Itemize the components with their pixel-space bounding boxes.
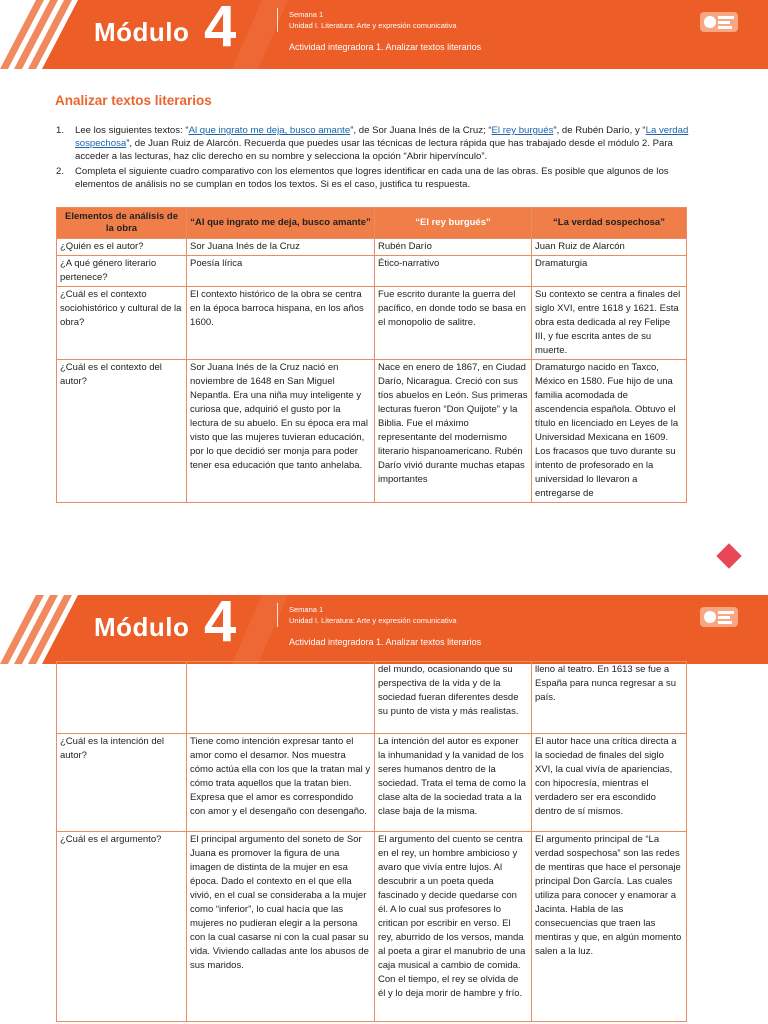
table-row — [57, 239, 687, 256]
instruction-number: 2. — [56, 165, 65, 177]
cell-al-que-ingrato: Sor Juana Inés de la Cruz — [187, 239, 375, 256]
semana-label: Semana 1 — [289, 605, 324, 614]
header-elementos: Elementos de análisis de la obra — [57, 208, 187, 239]
cell-la-verdad-sospechosa: lleno al teatro. En 1613 se fue a España para nunca regresar a su país. — [532, 662, 687, 734]
header-divider — [277, 8, 278, 32]
unidad-label: Unidad I. Literatura: Arte y expresión comunicativa — [289, 21, 457, 30]
section-title: Analizar textos literarios — [55, 93, 212, 108]
brand-logo-icon — [700, 605, 738, 627]
instruction-item — [56, 124, 701, 164]
instruction-item — [56, 165, 701, 191]
header-divider — [277, 603, 278, 627]
cell-al-que-ingrato: Poesía lírica — [187, 256, 375, 287]
table-row — [57, 734, 687, 832]
cell-elemento: ¿Cuál es el contexto sociohistórico y cultural de la obra? — [57, 287, 187, 360]
unidad-label: Unidad I. Literatura: Arte y expresión comunicativa — [289, 616, 457, 625]
cell-el-rey-burgues: Nace en enero de 1867, en Ciudad Darío, Nicaragua. Creció con sus tíos abuelos en León. Sus primeras lecturas fueron “Don Quijote” y la Biblia. Fue el máximo representante del modernismo literario hispanoamericano. Rubén Darío vivió durante muchas etapas importantes — [375, 360, 532, 503]
table-row — [57, 832, 687, 1022]
instruction-text-part: ”, de Rubén Darío, y “ — [553, 125, 646, 136]
table-row — [57, 360, 687, 503]
module-word: Módulo — [94, 612, 190, 642]
cell-la-verdad-sospechosa: Juan Ruiz de Alarcón — [532, 239, 687, 256]
comparative-table-page1 — [56, 207, 687, 503]
cell-al-que-ingrato — [187, 662, 375, 734]
comparative-table-page2 — [56, 661, 687, 1022]
module-banner-page2 — [0, 595, 768, 664]
instruction-text-part: ”, de Juan Ruiz de Alarcón. Recuerda que puedes usar las técnicas de lectura rápida que has trabajado desde el módulo 2. Para acceder a las lecturas, haz clic derecho en su nombre y selecciona la opción “Abrir hipervínculo”. — [75, 138, 673, 163]
table-row — [57, 287, 687, 360]
cell-elemento: ¿Cuál es el contexto del autor? — [57, 360, 187, 503]
cell-el-rey-burgues: La intención del autor es exponer la inhumanidad y la vanidad de los seres humanos dentro de la sociedad. Trata el tema de como la clase alta de la sociedad trata a la clase baja de la misma. — [375, 734, 532, 832]
instruction-text-part: ”, de Sor Juana Inés de la Cruz; “ — [350, 125, 492, 136]
module-banner-page1 — [0, 0, 768, 69]
instructions-list — [56, 124, 701, 192]
cell-al-que-ingrato: Sor Juana Inés de la Cruz nació en noviembre de 1648 en San Miguel Nepantla. Era una niña muy inteligente y curiosa que, adquirió el gusto por la lectura de su abuelo. En su época era mal visto que las mujeres tuvieran educación, por lo que decidió ser monja para poder tener esa educación que tanto anhelaba. — [187, 360, 375, 503]
header-al-que-ingrato: “Al que ingrato me deja, busco amante” — [187, 208, 375, 239]
cell-la-verdad-sospechosa: Dramaturgo nacido en Taxco, México en 1580. Fue hijo de una familia acomodada de ascendencia española. Obtuvo el título en licenciado en Leyes de la Universidad Mexicana en 1609. Los fracasos que tuvo durante su intento de profesorado en la universidad lo llevaron a entregarse de — [532, 360, 687, 503]
cell-al-que-ingrato: Tiene como intención expresar tanto el amor como el desamor. Nos muestra cómo actúa ella con los que la tratan mal y cómo trata aquellos que la tratan bien. Expresa que el amor es correspondido con amor y el desengaño con desengaño. — [187, 734, 375, 832]
actividad-label: Actividad integradora 1. Analizar textos literarios — [289, 637, 482, 647]
link-la-verdad-sospechosa[interactable]: La verdad sospechosa — [75, 125, 689, 150]
instruction-text-part: Lee los siguientes textos: “ — [75, 125, 189, 136]
header-la-verdad-sospechosa: “La verdad sospechosa” — [532, 208, 687, 239]
cell-el-rey-burgues: Rubén Darío — [375, 239, 532, 256]
cell-elemento: ¿Cuál es el argumento? — [57, 832, 187, 1022]
semana-label: Semana 1 — [289, 10, 324, 19]
table-row — [57, 256, 687, 287]
brand-logo-icon — [700, 10, 738, 32]
cell-el-rey-burgues: del mundo, ocasionando que su perspectiva de la vida y de la sociedad fueran diferentes desde su punto de vista y más realistas. — [375, 662, 532, 734]
cell-la-verdad-sospechosa: El argumento principal de “La verdad sospechosa” son las redes de mentiras que hace el personaje principal Don García. Las cuales utiliza para conocer y enamorar a Jacinta. Habla de las consecuencias que traen las mentiras y que, en algún momento salen a la luz. — [532, 832, 687, 1022]
cell-al-que-ingrato: El principal argumento del soneto de Sor Juana es promover la figura de una imagen de distinta de la mujer en esa época. Dado el contexto en el que ella vivió, en el cual se consideraba a la mujer como “inferior”, lo cual hacía que las mujeres no pudieran elegir a la persona con la cual casarse ni con la cual pasar su vida. Viviendo calladas ante los abusos de sus maridos. — [187, 832, 375, 1022]
header-el-rey-burgues: “El rey burgués” — [375, 208, 532, 239]
link-al-que-ingrato[interactable]: Al que ingrato me deja, busco amante — [188, 125, 351, 136]
module-number: 4 — [204, 0, 237, 59]
cell-la-verdad-sospechosa: Su contexto se centra a finales del siglo XVI, entre 1618 y 1621. Esta obra esta dedicada al rey Felipe III, y fue escrita antes de su muerte. — [532, 287, 687, 360]
cell-la-verdad-sospechosa: El autor hace una crítica directa a la sociedad de finales del siglo XVI, la cual vivía de apariencias, con hipocresía, mientras el verdadero ser era escondido dentro de sí mismos. — [532, 734, 687, 832]
instruction-text — [75, 124, 701, 164]
decorative-diamond-icon — [716, 543, 741, 568]
module-word: Módulo — [94, 17, 190, 47]
instruction-text: Completa el siguiente cuadro comparativo con los elementos que logres identificar en cada una de las obras. Es posible que algunos de los elementos de análisis no se cumplan en todos los textos. Si es el caso, justifica tu respuesta. — [75, 165, 669, 190]
cell-al-que-ingrato: El contexto histórico de la obra se centra en la época barroca hispana, en los años 1600. — [187, 287, 375, 360]
instruction-number: 1. — [56, 125, 65, 136]
cell-el-rey-burgues: El argumento del cuento se centra en el rey, un hombre ambicioso y avaro que vivía entre lujos. Al descubrir a un poeta queda fascinado y decide quedarse con él. A lo cual sus profesores lo critican por escribir en verso. El rey, aburrido de los versos, manda al poeta a girar el manubrio de una caja musical a cambio de comida. Con el tiempo, el rey se olvida de él y lo deja morir de hambre y frío. — [375, 832, 532, 1022]
cell-elemento: ¿A qué género literario pertenece? — [57, 256, 187, 287]
table-header-row — [57, 208, 687, 239]
actividad-label: Actividad integradora 1. Analizar textos literarios — [289, 42, 482, 52]
table-row — [57, 662, 687, 734]
cell-elemento — [57, 662, 187, 734]
cell-el-rey-burgues: Fue escrito durante la guerra del pacífico, en donde todo se basa en el monopolio de salitre. — [375, 287, 532, 360]
link-el-rey-burgues[interactable]: El rey burgués — [491, 125, 554, 136]
cell-elemento: ¿Cuál es la intención del autor? — [57, 734, 187, 832]
module-number: 4 — [204, 595, 237, 654]
cell-elemento: ¿Quién es el autor? — [57, 239, 187, 256]
cell-la-verdad-sospechosa: Dramaturgia — [532, 256, 687, 287]
cell-el-rey-burgues: Ético-narrativo — [375, 256, 532, 287]
